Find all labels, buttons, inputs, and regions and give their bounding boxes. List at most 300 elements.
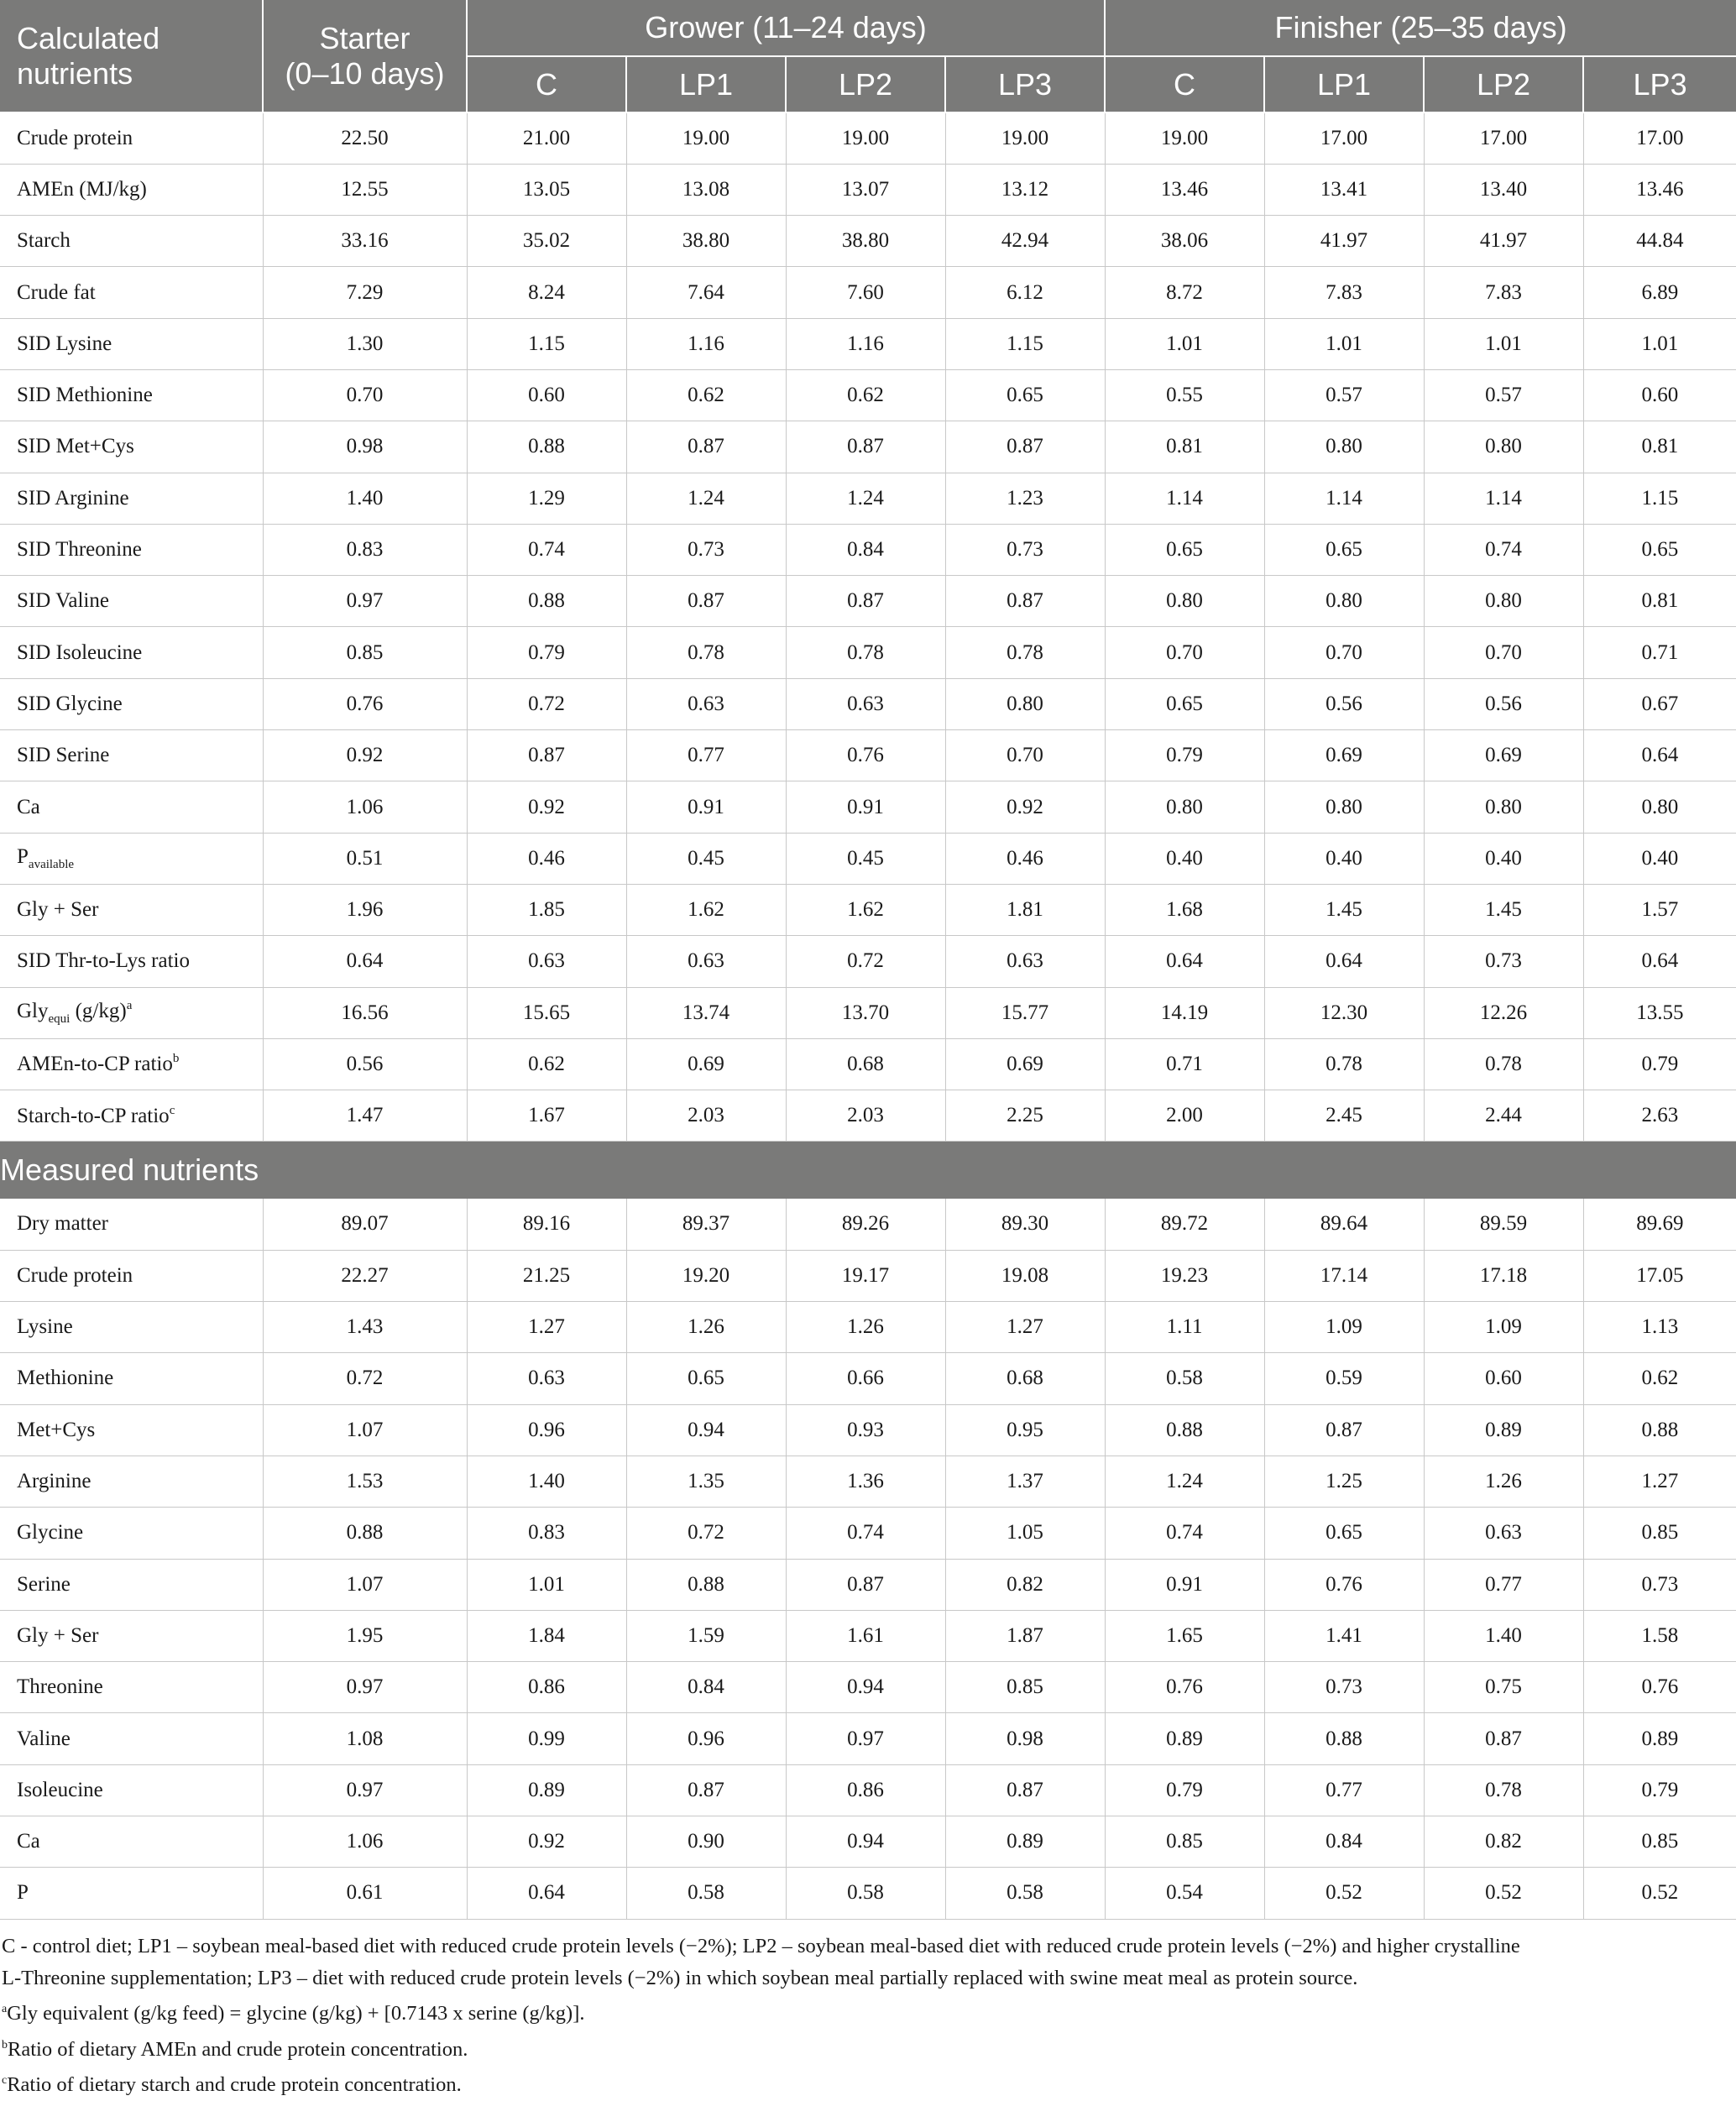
row-label-text: SID Met+Cys — [17, 435, 134, 458]
row-label-unit: (g/kg) — [70, 1000, 127, 1023]
table-cell: 0.88 — [263, 1508, 467, 1559]
footnote-a-mark: a — [2, 2003, 8, 2015]
table-cell: 0.69 — [1264, 730, 1424, 781]
table-row — [0, 1250, 1736, 1301]
row-label — [0, 1302, 263, 1353]
table-cell: 13.55 — [1583, 987, 1736, 1038]
table-cell: 2.44 — [1424, 1090, 1583, 1142]
table-cell: 0.40 — [1583, 833, 1736, 884]
table-row — [0, 1713, 1736, 1764]
table-cell: 0.77 — [626, 730, 786, 781]
table-cell: 0.60 — [467, 369, 626, 421]
table-cell: 0.64 — [1583, 936, 1736, 987]
table-cell: 0.91 — [1105, 1559, 1264, 1610]
table-row — [0, 421, 1736, 473]
table-cell: 1.09 — [1424, 1302, 1583, 1353]
table-cell: 38.80 — [786, 216, 945, 267]
table-cell: 0.98 — [263, 421, 467, 473]
table-cell: 1.29 — [467, 473, 626, 524]
table-cell: 0.74 — [1424, 524, 1583, 575]
table-cell: 0.78 — [1424, 1764, 1583, 1816]
table-cell: 1.25 — [1264, 1456, 1424, 1507]
table-row — [0, 1662, 1736, 1713]
table-cell: 17.18 — [1424, 1250, 1583, 1301]
row-label-text: Starch-to-CP ratio — [17, 1104, 170, 1127]
row-label — [0, 627, 263, 678]
row-label — [0, 112, 263, 164]
table-cell: 0.97 — [263, 1662, 467, 1713]
row-label — [0, 833, 263, 884]
table-cell: 0.40 — [1264, 833, 1424, 884]
table-cell: 1.14 — [1264, 473, 1424, 524]
row-label — [0, 524, 263, 575]
header-finisher: Finisher (25–35 days) — [1105, 0, 1736, 56]
footnote-a-text: Gly equivalent (g/kg feed) = glycine (g/kg) + [0.7143 x serine (g/kg)]. — [7, 2002, 585, 2025]
row-label-text: Glycine — [17, 1521, 84, 1544]
table-row — [0, 627, 1736, 678]
table-cell: 0.76 — [1105, 1662, 1264, 1713]
table-cell: 0.97 — [786, 1713, 945, 1764]
row-label — [0, 678, 263, 729]
table-cell: 1.58 — [1583, 1610, 1736, 1661]
table-cell: 0.82 — [1424, 1816, 1583, 1868]
header-calculated-nutrients — [0, 0, 263, 112]
table-cell: 0.63 — [467, 936, 626, 987]
footnote-b — [0, 2030, 1729, 2066]
table-cell: 0.76 — [786, 730, 945, 781]
table-cell: 1.05 — [945, 1508, 1105, 1559]
table-cell: 0.58 — [1105, 1353, 1264, 1404]
row-label — [0, 421, 263, 473]
table-cell: 1.85 — [467, 884, 626, 935]
footnote-b-text: Ratio of dietary AMEn and crude protein concentration. — [8, 2037, 468, 2061]
table-cell: 1.27 — [1583, 1456, 1736, 1507]
table-cell: 0.71 — [1105, 1038, 1264, 1090]
table-cell: 1.59 — [626, 1610, 786, 1661]
row-label — [0, 1662, 263, 1713]
table-cell: 1.24 — [786, 473, 945, 524]
table-cell: 0.79 — [1583, 1764, 1736, 1816]
table-cell: 0.65 — [1105, 678, 1264, 729]
table-row — [0, 1456, 1736, 1507]
row-label — [0, 1353, 263, 1404]
table-cell: 0.70 — [1105, 627, 1264, 678]
table-cell: 0.61 — [263, 1868, 467, 1919]
table-cell: 7.29 — [263, 267, 467, 318]
table-cell: 21.00 — [467, 112, 626, 164]
table-cell: 0.87 — [786, 576, 945, 627]
table-cell: 0.72 — [786, 936, 945, 987]
table-cell: 0.79 — [1105, 730, 1264, 781]
table-cell: 15.65 — [467, 987, 626, 1038]
row-label-text: Arginine — [17, 1470, 92, 1493]
row-label-text: Starch — [17, 229, 71, 253]
table-cell: 0.78 — [1264, 1038, 1424, 1090]
row-label-text: Crude protein — [17, 126, 133, 149]
table-cell: 0.98 — [945, 1713, 1105, 1764]
table-cell: 0.82 — [945, 1559, 1105, 1610]
footnote-abbrev-line1: C - control diet; LP1 – soybean meal-based diet with reduced crude protein levels (−2%); LP2 – soybean meal-based diet with reduced crude protein levels (−2%) and higher crystalline — [2, 1935, 1520, 1957]
table-cell: 1.14 — [1105, 473, 1264, 524]
row-label-text: Crude protein — [17, 1263, 133, 1287]
table-cell: 1.07 — [263, 1404, 467, 1456]
table-cell: 0.74 — [467, 524, 626, 575]
table-cell: 2.63 — [1583, 1090, 1736, 1142]
table-cell: 89.69 — [1583, 1199, 1736, 1250]
table-cell: 19.23 — [1105, 1250, 1264, 1301]
table-row — [0, 730, 1736, 781]
footnotes — [0, 1931, 1729, 2101]
table-cell: 0.60 — [1424, 1353, 1583, 1404]
table-cell: 0.58 — [626, 1868, 786, 1919]
table-cell: 35.02 — [467, 216, 626, 267]
row-label-text: Dry matter — [17, 1212, 108, 1236]
table-cell: 1.57 — [1583, 884, 1736, 935]
table-cell: 1.67 — [467, 1090, 626, 1142]
table-cell: 0.65 — [626, 1353, 786, 1404]
table-cell: 0.72 — [263, 1353, 467, 1404]
row-label-text: Gly — [17, 1000, 49, 1023]
row-label — [0, 216, 263, 267]
table-cell: 0.69 — [945, 1038, 1105, 1090]
table-cell: 0.88 — [1105, 1404, 1264, 1456]
table-cell: 38.80 — [626, 216, 786, 267]
row-label — [0, 1559, 263, 1610]
row-label — [0, 1404, 263, 1456]
table-cell: 1.40 — [467, 1456, 626, 1507]
table-cell: 89.72 — [1105, 1199, 1264, 1250]
table-row — [0, 164, 1736, 215]
table-cell: 41.97 — [1424, 216, 1583, 267]
table-cell: 0.65 — [1583, 524, 1736, 575]
table-cell: 15.77 — [945, 987, 1105, 1038]
table-cell: 0.85 — [1583, 1816, 1736, 1868]
table-cell: 0.77 — [1264, 1764, 1424, 1816]
table-cell: 0.89 — [1424, 1404, 1583, 1456]
table-cell: 0.84 — [626, 1662, 786, 1713]
table-cell: 0.84 — [786, 524, 945, 575]
table-cell: 0.69 — [1424, 730, 1583, 781]
table-cell: 1.08 — [263, 1713, 467, 1764]
table-cell: 19.00 — [626, 112, 786, 164]
table-cell: 0.89 — [467, 1764, 626, 1816]
table-cell: 0.59 — [1264, 1353, 1424, 1404]
subcol-finisher-lp2: LP2 — [1424, 56, 1583, 112]
row-label-text: SID Isoleucine — [17, 640, 143, 664]
table-cell: 1.01 — [1105, 318, 1264, 369]
table-cell: 0.97 — [263, 576, 467, 627]
table-cell: 0.70 — [263, 369, 467, 421]
table-cell: 1.40 — [1424, 1610, 1583, 1661]
table-row — [0, 1199, 1736, 1250]
row-label-text: Gly + Ser — [17, 1623, 99, 1647]
table-cell: 7.83 — [1264, 267, 1424, 318]
table-cell: 1.30 — [263, 318, 467, 369]
table-cell: 16.56 — [263, 987, 467, 1038]
table-cell: 1.01 — [1264, 318, 1424, 369]
table-cell: 0.80 — [1264, 421, 1424, 473]
footnote-b-mark: b — [2, 2038, 8, 2051]
table-cell: 13.70 — [786, 987, 945, 1038]
table-cell: 1.35 — [626, 1456, 786, 1507]
table-cell: 1.96 — [263, 884, 467, 935]
table-cell: 89.59 — [1424, 1199, 1583, 1250]
row-label — [0, 1508, 263, 1559]
row-label — [0, 1199, 263, 1250]
row-label — [0, 730, 263, 781]
table-cell: 19.08 — [945, 1250, 1105, 1301]
table-row — [0, 576, 1736, 627]
table-cell: 0.57 — [1424, 369, 1583, 421]
table-cell: 1.41 — [1264, 1610, 1424, 1661]
row-label-text: Gly + Ser — [17, 898, 99, 922]
row-label-text: SID Arginine — [17, 486, 129, 510]
table-row — [0, 1508, 1736, 1559]
table-cell: 0.56 — [1264, 678, 1424, 729]
table-cell: 22.50 — [263, 112, 467, 164]
table-cell: 19.20 — [626, 1250, 786, 1301]
table-cell: 0.75 — [1424, 1662, 1583, 1713]
table-cell: 14.19 — [1105, 987, 1264, 1038]
table-cell: 0.78 — [786, 627, 945, 678]
table-cell: 1.06 — [263, 1816, 467, 1868]
subcol-grower-lp2: LP2 — [786, 56, 945, 112]
table-cell: 0.80 — [945, 678, 1105, 729]
table-row — [0, 1764, 1736, 1816]
table-cell: 17.05 — [1583, 1250, 1736, 1301]
table-cell: 0.92 — [467, 1816, 626, 1868]
table-cell: 0.72 — [467, 678, 626, 729]
table-cell: 0.58 — [945, 1868, 1105, 1919]
row-label — [0, 369, 263, 421]
table-cell: 89.16 — [467, 1199, 626, 1250]
table-cell: 1.11 — [1105, 1302, 1264, 1353]
table-cell: 19.17 — [786, 1250, 945, 1301]
table-cell: 1.15 — [1583, 473, 1736, 524]
table-cell: 0.64 — [1264, 936, 1424, 987]
table-cell: 1.24 — [1105, 1456, 1264, 1507]
table-cell: 0.80 — [1424, 576, 1583, 627]
table-cell: 8.24 — [467, 267, 626, 318]
table-cell: 0.73 — [1583, 1559, 1736, 1610]
row-label-text: AMEn-to-CP ratio — [17, 1053, 173, 1076]
row-label-footnote-mark: a — [126, 999, 133, 1013]
table-cell: 0.70 — [1264, 627, 1424, 678]
subcol-grower-c: C — [467, 56, 626, 112]
table-row — [0, 1353, 1736, 1404]
table-cell: 0.89 — [1105, 1713, 1264, 1764]
row-label-text: Isoleucine — [17, 1778, 103, 1801]
table-row — [0, 473, 1736, 524]
row-label — [0, 1090, 263, 1142]
table-cell: 0.96 — [467, 1404, 626, 1456]
table-cell: 1.68 — [1105, 884, 1264, 935]
table-cell: 0.83 — [263, 524, 467, 575]
table-row — [0, 524, 1736, 575]
table-cell: 0.46 — [467, 833, 626, 884]
table-row — [0, 1816, 1736, 1868]
table-cell: 7.64 — [626, 267, 786, 318]
table-cell: 2.00 — [1105, 1090, 1264, 1142]
table-cell: 0.92 — [263, 730, 467, 781]
table-cell: 13.74 — [626, 987, 786, 1038]
table-cell: 0.81 — [1583, 421, 1736, 473]
table-cell: 0.88 — [1583, 1404, 1736, 1456]
row-label-text: Ca — [17, 795, 40, 818]
table-cell: 41.97 — [1264, 216, 1424, 267]
table-cell: 0.55 — [1105, 369, 1264, 421]
row-label — [0, 987, 263, 1038]
table-cell: 0.63 — [1424, 1508, 1583, 1559]
footnote-a — [0, 1994, 1729, 2030]
table-cell: 1.81 — [945, 884, 1105, 935]
table-cell: 22.27 — [263, 1250, 467, 1301]
row-label-text: SID Serine — [17, 744, 110, 767]
row-label-text: Serine — [17, 1572, 71, 1596]
row-label — [0, 781, 263, 833]
table-cell: 42.94 — [945, 216, 1105, 267]
table-cell: 8.72 — [1105, 267, 1264, 318]
table-cell: 0.63 — [945, 936, 1105, 987]
table-cell: 0.67 — [1583, 678, 1736, 729]
table-cell: 0.66 — [786, 1353, 945, 1404]
row-label-text: Met+Cys — [17, 1418, 96, 1441]
table-cell: 1.01 — [1583, 318, 1736, 369]
table-cell: 0.62 — [626, 369, 786, 421]
table-cell: 89.26 — [786, 1199, 945, 1250]
table-cell: 0.92 — [467, 781, 626, 833]
row-label-text: P — [17, 844, 29, 868]
table-cell: 1.26 — [786, 1302, 945, 1353]
row-label-text: Methionine — [17, 1367, 114, 1390]
table-cell: 0.86 — [467, 1662, 626, 1713]
table-cell: 0.63 — [467, 1353, 626, 1404]
table-cell: 0.52 — [1264, 1868, 1424, 1919]
row-label-text: SID Valine — [17, 589, 109, 613]
row-label-text: Crude fat — [17, 280, 96, 304]
table-cell: 0.87 — [786, 1559, 945, 1610]
table-cell: 17.14 — [1264, 1250, 1424, 1301]
table-row — [0, 267, 1736, 318]
table-cell: 0.80 — [1264, 781, 1424, 833]
table-cell: 0.65 — [1264, 1508, 1424, 1559]
table-cell: 21.25 — [467, 1250, 626, 1301]
table-cell: 7.60 — [786, 267, 945, 318]
table-row — [0, 216, 1736, 267]
table-cell: 12.55 — [263, 164, 467, 215]
table-cell: 13.40 — [1424, 164, 1583, 215]
row-label-text: SID Lysine — [17, 332, 112, 355]
table-cell: 1.65 — [1105, 1610, 1264, 1661]
table-cell: 1.06 — [263, 781, 467, 833]
table-cell: 0.68 — [786, 1038, 945, 1090]
table-cell: 0.99 — [467, 1713, 626, 1764]
table-cell: 89.37 — [626, 1199, 786, 1250]
row-label — [0, 1816, 263, 1868]
table-cell: 0.79 — [467, 627, 626, 678]
row-label — [0, 1610, 263, 1661]
table-cell: 0.64 — [1583, 730, 1736, 781]
table-cell: 1.07 — [263, 1559, 467, 1610]
row-label-text: Lysine — [17, 1315, 73, 1339]
row-label-text: SID Thr-to-Lys ratio — [17, 949, 190, 973]
table-cell: 13.46 — [1105, 164, 1264, 215]
table-cell: 89.30 — [945, 1199, 1105, 1250]
table-cell: 17.00 — [1264, 112, 1424, 164]
table-cell: 0.73 — [626, 524, 786, 575]
table-cell: 0.40 — [1424, 833, 1583, 884]
table-cell: 0.71 — [1583, 627, 1736, 678]
table-cell: 0.89 — [1583, 1713, 1736, 1764]
table-cell: 1.14 — [1424, 473, 1583, 524]
table-cell: 0.76 — [1264, 1559, 1424, 1610]
table-cell: 13.05 — [467, 164, 626, 215]
table-cell: 19.00 — [1105, 112, 1264, 164]
table-cell: 0.94 — [786, 1662, 945, 1713]
table-cell: 1.16 — [786, 318, 945, 369]
table-cell: 0.63 — [626, 678, 786, 729]
table-cell: 6.89 — [1583, 267, 1736, 318]
row-label-text: SID Methionine — [17, 384, 153, 407]
table-cell: 1.23 — [945, 473, 1105, 524]
table-cell: 1.62 — [626, 884, 786, 935]
table-cell: 0.80 — [1583, 781, 1736, 833]
table-cell: 0.76 — [263, 678, 467, 729]
table-row — [0, 1868, 1736, 1919]
table-cell: 0.62 — [1583, 1353, 1736, 1404]
table-cell: 0.87 — [626, 576, 786, 627]
row-label — [0, 267, 263, 318]
row-label — [0, 318, 263, 369]
table-row — [0, 1610, 1736, 1661]
row-label — [0, 576, 263, 627]
table-cell: 0.64 — [263, 936, 467, 987]
table-cell: 0.85 — [1105, 1816, 1264, 1868]
row-label — [0, 1868, 263, 1919]
table-cell: 0.74 — [1105, 1508, 1264, 1559]
table-cell: 0.83 — [467, 1508, 626, 1559]
table-cell: 0.73 — [1424, 936, 1583, 987]
table-cell: 2.03 — [786, 1090, 945, 1142]
table-row — [0, 884, 1736, 935]
row-label — [0, 473, 263, 524]
subcol-grower-lp1: LP1 — [626, 56, 786, 112]
table-cell: 13.12 — [945, 164, 1105, 215]
table-cell: 1.09 — [1264, 1302, 1424, 1353]
table-cell: 44.84 — [1583, 216, 1736, 267]
table-cell: 0.78 — [945, 627, 1105, 678]
row-label — [0, 936, 263, 987]
table-cell: 0.81 — [1583, 576, 1736, 627]
table-cell: 0.62 — [786, 369, 945, 421]
table-row — [0, 678, 1736, 729]
table-cell: 38.06 — [1105, 216, 1264, 267]
table-cell: 1.16 — [626, 318, 786, 369]
table-cell: 1.01 — [1424, 318, 1583, 369]
table-cell: 0.78 — [626, 627, 786, 678]
table-cell: 1.87 — [945, 1610, 1105, 1661]
table-cell: 0.95 — [945, 1404, 1105, 1456]
table-cell: 1.61 — [786, 1610, 945, 1661]
table-cell: 0.45 — [626, 833, 786, 884]
table-cell: 0.91 — [786, 781, 945, 833]
header-first-line2: nutrients — [17, 55, 133, 91]
table-cell: 12.26 — [1424, 987, 1583, 1038]
table-cell: 0.87 — [945, 421, 1105, 473]
table-cell: 0.62 — [467, 1038, 626, 1090]
row-label-subscript: available — [28, 857, 75, 871]
table-cell: 0.78 — [1424, 1038, 1583, 1090]
